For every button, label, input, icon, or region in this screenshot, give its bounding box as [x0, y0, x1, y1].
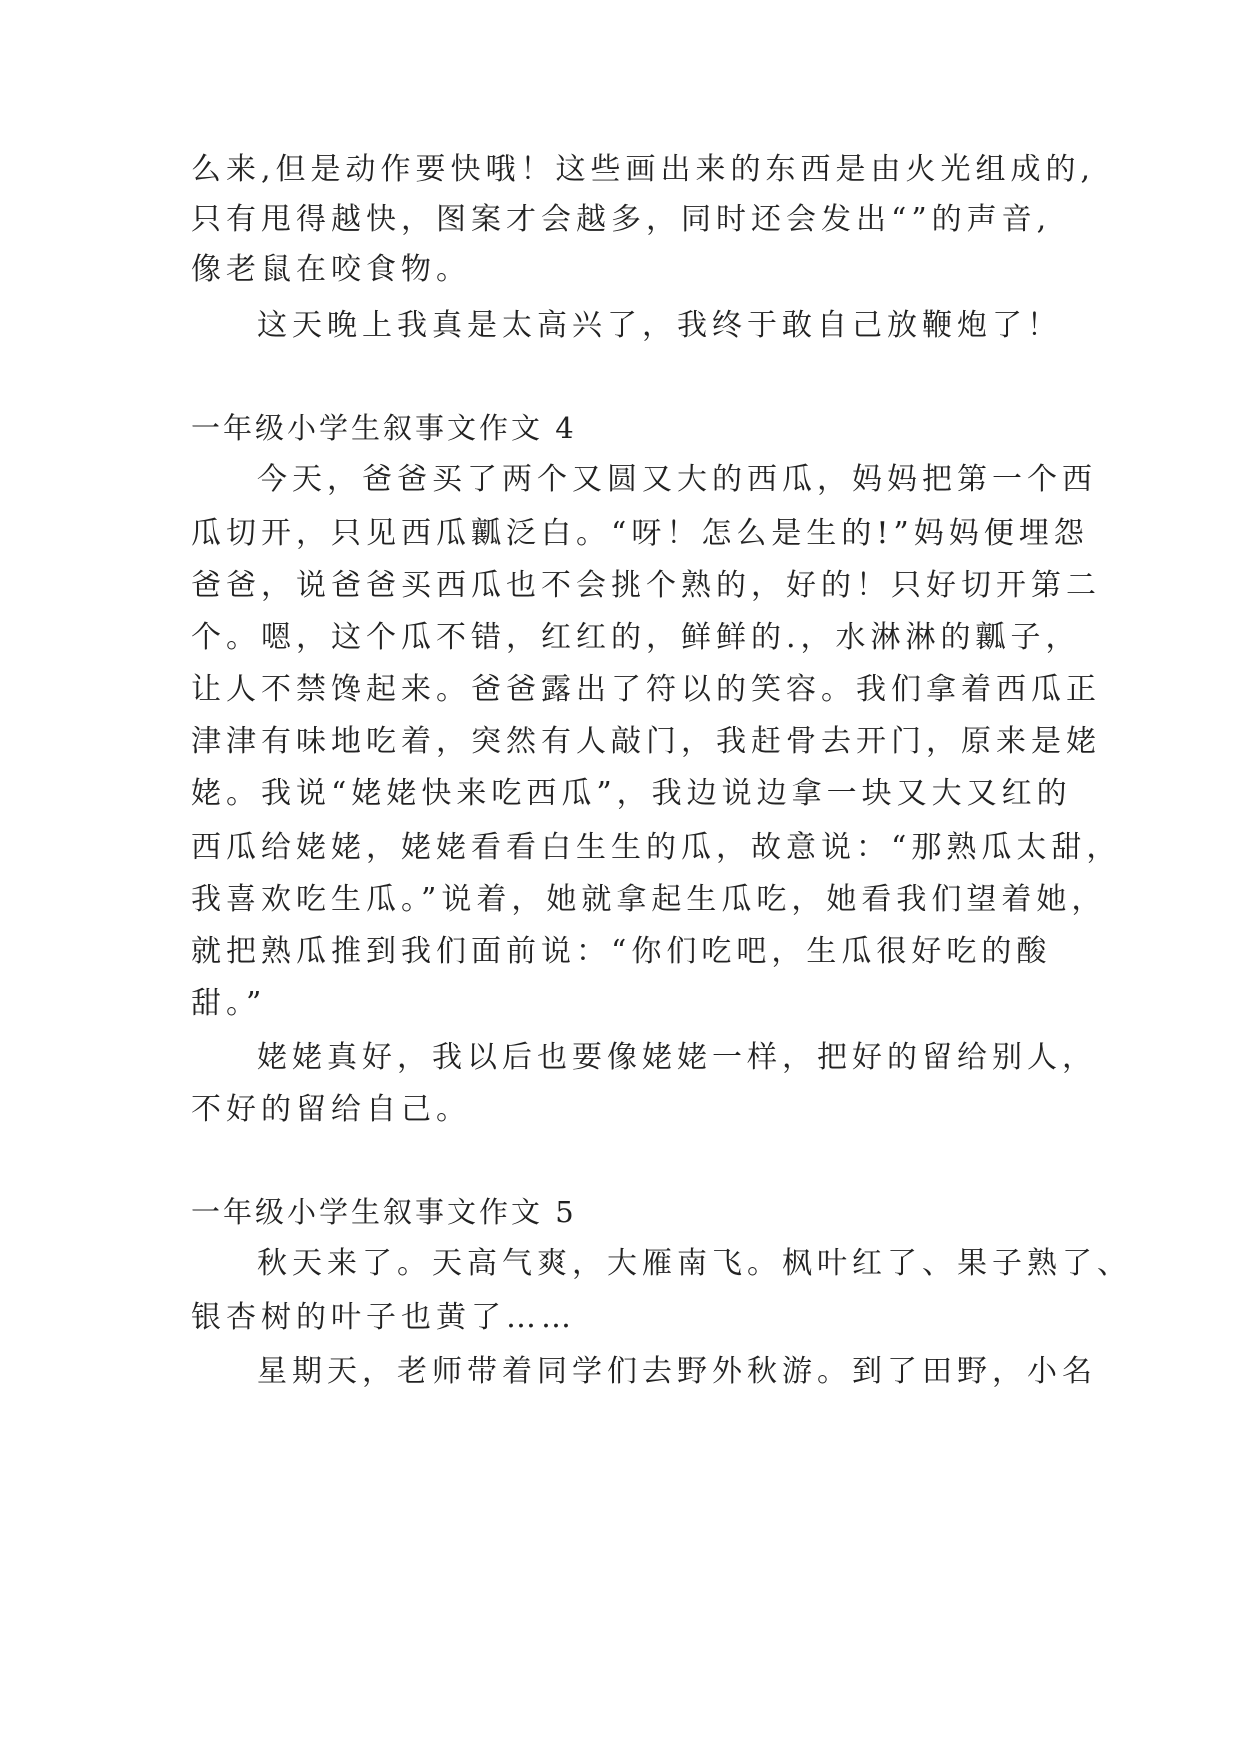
paragraph-line: 这天晚上我真是太高兴了，我终于敢自己放鞭炮了！ [257, 308, 1062, 343]
paragraph-line: 姥。我说“姥姥快来吃西瓜”，我边说边拿一块又大又红的 [191, 776, 1072, 811]
paragraph-line: 甜。” [191, 986, 267, 1021]
paragraph-line: 不好的留给自己。 [191, 1092, 471, 1127]
paragraph-line: 姥姥真好，我以后也要像姥姥一样，把好的留给别人， [257, 1040, 1097, 1075]
paragraph-line: 今天，爸爸买了两个又圆又大的西瓜，妈妈把第一个西 [257, 462, 1097, 497]
paragraph-line: 爸爸，说爸爸买西瓜也不会挑个熟的，好的！只好切开第二 [191, 568, 1101, 603]
paragraph-line: 津津有味地吃着，突然有人敲门，我赶骨去开门，原来是姥 [191, 724, 1101, 759]
paragraph-line: 秋天来了。天高气爽，大雁南飞。枫叶红了、果子熟了、 [257, 1246, 1132, 1281]
section-title: 一年级小学生叙事文作文 5 [191, 1195, 577, 1229]
paragraph-line: 我喜欢吃生瓜。”说着，她就拿起生瓜吃，她看我们望着她， [191, 882, 1107, 917]
paragraph-line: 西瓜给姥姥，姥姥看看白生生的瓜，故意说：“那熟瓜太甜， [191, 830, 1122, 865]
paragraph-line: 让人不禁馋起来。爸爸露出了符以的笑容。我们拿着西瓜正 [191, 672, 1101, 707]
section-title: 一年级小学生叙事文作文 4 [191, 411, 577, 445]
paragraph-line: 星期天，老师带着同学们去野外秋游。到了田野，小名 [257, 1354, 1097, 1389]
paragraph-line: 瓜切开，只见西瓜瓤泛白。“呀！怎么是生的!”妈妈便埋怨 [191, 516, 1089, 551]
paragraph-line: 银杏树的叶子也黄了…… [191, 1300, 576, 1335]
paragraph-line: 只有甩得越快，图案才会越多，同时还会发出“”的声音, [191, 202, 1052, 237]
paragraph-line: 么来,但是动作要快哦！这些画出来的东西是由火光组成的, [191, 152, 1096, 187]
paragraph-line: 个。嗯，这个瓜不错，红红的，鲜鲜的.，水淋淋的瓤子， [191, 620, 1081, 655]
paragraph-line: 就把熟瓜推到我们面前说：“你们吃吧，生瓜很好吃的酸 [191, 934, 1052, 969]
paragraph-line: 像老鼠在咬食物。 [191, 252, 471, 287]
